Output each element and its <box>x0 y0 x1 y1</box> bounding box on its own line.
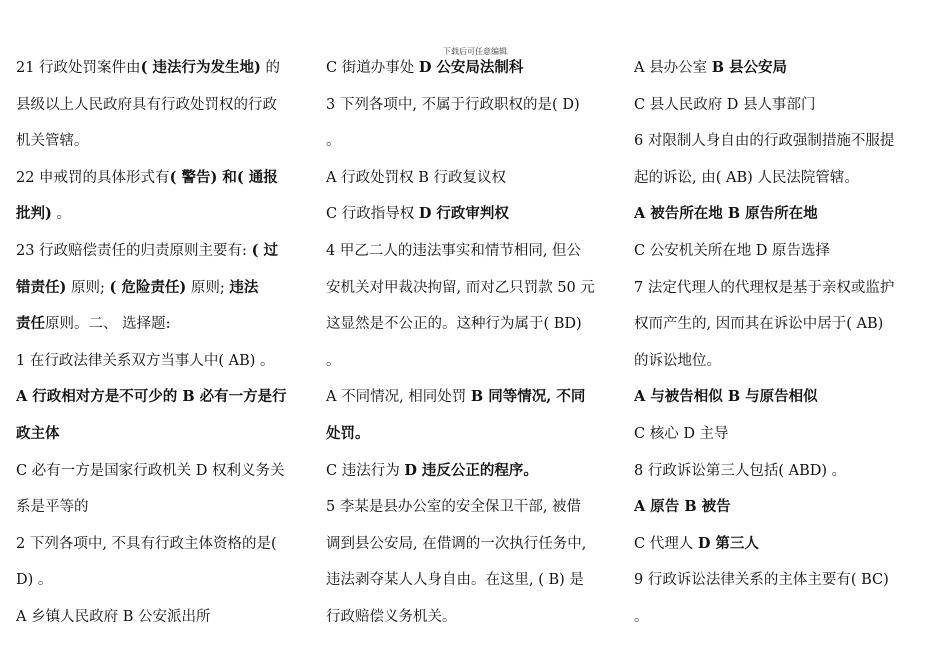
text-segment: C 县人民政府 D 县人事部门 <box>634 96 816 113</box>
text-segment: 。 <box>634 608 649 625</box>
text-segment: A 行政处罚权 B 行政复议权 <box>326 169 506 186</box>
text-line <box>634 453 934 490</box>
bold-text: A 原告 B 被告 <box>634 498 731 516</box>
text-segment: 安机关对甲裁决拘留, 而对乙只罚款 50 元 <box>326 279 595 296</box>
text-segment: C 违法行为 <box>326 462 405 479</box>
bold-text: B 同等情况, 不同 <box>470 388 586 406</box>
text-line <box>326 526 626 563</box>
text-segment: C 核心 D 主导 <box>634 425 729 442</box>
text-segment: 。 <box>51 206 71 223</box>
bold-text: 责任 <box>16 315 45 333</box>
text-line <box>16 50 316 87</box>
bold-text: ( 危险责任) <box>109 278 187 296</box>
text-column-3 <box>634 50 934 636</box>
bold-text: D 公安局法制科 <box>418 59 524 76</box>
text-segment: 这显然是不公正的。这种行为属于( BD) <box>326 316 582 333</box>
text-line <box>634 87 934 124</box>
bold-text: A 行政相对方是不可少的 B 必有一方是行 <box>16 388 287 406</box>
text-segment: C 代理人 <box>634 535 698 552</box>
text-line <box>634 562 934 599</box>
text-line <box>634 379 934 416</box>
text-line <box>16 416 316 453</box>
text-line <box>326 50 626 87</box>
text-segment: D) 。 <box>16 572 53 589</box>
text-line <box>16 526 316 563</box>
text-segment: 行政赔偿义务机关。 <box>326 608 457 625</box>
text-line <box>326 87 626 124</box>
text-segment: 。 <box>326 352 341 369</box>
bold-text: A 与被告相似 B 与原告相似 <box>634 388 818 406</box>
text-segment: 调到县公安局, 在借调的一次执行任务中, <box>326 535 587 552</box>
text-line <box>326 123 626 160</box>
text-line <box>326 196 626 233</box>
text-segment: 机关管辖。 <box>16 133 89 150</box>
header-note: 下载后可任意编辑 <box>443 47 507 56</box>
text-line <box>634 233 934 270</box>
bold-text: 处罚。 <box>326 424 370 442</box>
text-line <box>16 270 316 307</box>
text-line <box>326 343 626 380</box>
text-segment: C 街道办事处 <box>326 60 419 76</box>
text-line <box>634 50 934 87</box>
text-segment: 县级以上人民政府具有行政处罚权的行政 <box>16 96 277 113</box>
bold-text: D 行政审判权 <box>418 205 509 223</box>
text-line <box>634 489 934 526</box>
text-line <box>16 306 316 343</box>
text-column-2 <box>326 50 626 636</box>
text-segment: A 不同情况, 相同处罚 <box>326 389 471 406</box>
text-line <box>16 599 316 636</box>
bold-text: D 违反公正的程序。 <box>404 461 538 479</box>
text-line <box>326 562 626 599</box>
text-line <box>16 233 316 270</box>
text-segment: 权而产生的, 因而其在诉讼中居于( AB) <box>634 316 884 333</box>
bold-text: 批判) <box>16 205 52 223</box>
text-segment: 违法剥夺某人人身自由。在这里, ( B) 是 <box>326 572 584 589</box>
text-line <box>326 233 626 270</box>
text-line <box>326 599 626 636</box>
text-line <box>634 343 934 380</box>
text-line <box>16 160 316 197</box>
text-segment: 7 法定代理人的代理权是基于亲权或监护 <box>634 279 895 296</box>
text-line <box>326 306 626 343</box>
bold-text: 政主体 <box>16 424 60 442</box>
bold-text: ( 警告) 和( 通报 <box>169 168 278 186</box>
text-line <box>16 379 316 416</box>
text-line <box>326 453 626 490</box>
text-segment: 3 下列各项中, 不属于行政职权的是( D) <box>326 96 580 113</box>
text-segment: 23 行政赔偿责任的归责原则主要有: <box>16 242 252 259</box>
text-line <box>634 306 934 343</box>
bold-text: ( 违法行为发生地) <box>140 59 261 76</box>
bold-text: 错责任) <box>16 278 67 296</box>
text-segment: C 行政指导权 <box>326 206 419 223</box>
bold-text: D 第三人 <box>697 534 759 552</box>
text-segment: 原则; <box>186 279 230 296</box>
text-segment: 5 李某是县办公室的安全保卫干部, 被借 <box>326 499 582 516</box>
text-line <box>326 160 626 197</box>
text-line <box>634 123 934 160</box>
text-line <box>634 599 934 636</box>
text-line <box>16 489 316 526</box>
text-segment: 4 甲乙二人的违法事实和情节相同, 但公 <box>326 242 582 259</box>
bold-text: 违法 <box>229 278 259 296</box>
text-segment: 21 行政处罚案件由 <box>16 60 141 76</box>
text-segment: 。 <box>326 133 341 150</box>
bold-text: ( 过 <box>251 241 278 259</box>
text-segment: 6 对限制人身自由的行政强制措施不服提 <box>634 133 895 150</box>
text-line <box>634 526 934 563</box>
text-segment: 的诉讼地位。 <box>634 352 721 369</box>
text-segment: 22 申戒罚的具体形式有 <box>16 169 170 186</box>
bold-text: A 被告所在地 B 原告所在地 <box>634 205 818 223</box>
text-line <box>16 123 316 160</box>
text-segment: 的 <box>260 60 280 76</box>
text-line <box>326 270 626 307</box>
text-line <box>16 343 316 380</box>
text-segment: 1 在行政法律关系双方当事人中( AB) 。 <box>16 352 275 369</box>
text-segment: A 乡镇人民政府 B 公安派出所 <box>16 608 211 625</box>
text-line <box>326 489 626 526</box>
text-line <box>326 416 626 453</box>
text-segment: C 必有一方是国家行政机关 D 权利义务关 <box>16 462 285 479</box>
text-segment: 原则。二、 选择题: <box>45 316 171 333</box>
bold-text: B 县公安局 <box>711 59 788 76</box>
text-line <box>16 562 316 599</box>
text-segment: C 公安机关所在地 D 原告选择 <box>634 242 831 259</box>
text-line <box>634 416 934 453</box>
text-segment: 原则; <box>66 279 110 296</box>
text-segment: A 县办公室 <box>634 60 712 76</box>
text-column-1 <box>16 50 316 636</box>
text-segment: 系是平等的 <box>16 499 89 516</box>
text-segment: 2 下列各项中, 不具有行政主体资格的是( <box>16 535 277 552</box>
text-line <box>634 196 934 233</box>
text-segment: 8 行政诉讼第三人包括( ABD) 。 <box>634 462 847 479</box>
text-segment: 起的诉讼, 由( AB) 人民法院管辖。 <box>634 169 859 186</box>
text-line <box>634 270 934 307</box>
text-line <box>634 160 934 197</box>
text-line <box>16 196 316 233</box>
text-line <box>16 453 316 490</box>
text-line <box>16 87 316 124</box>
text-line <box>326 379 626 416</box>
text-segment: 9 行政诉讼法律关系的主体主要有( BC) <box>634 572 889 589</box>
